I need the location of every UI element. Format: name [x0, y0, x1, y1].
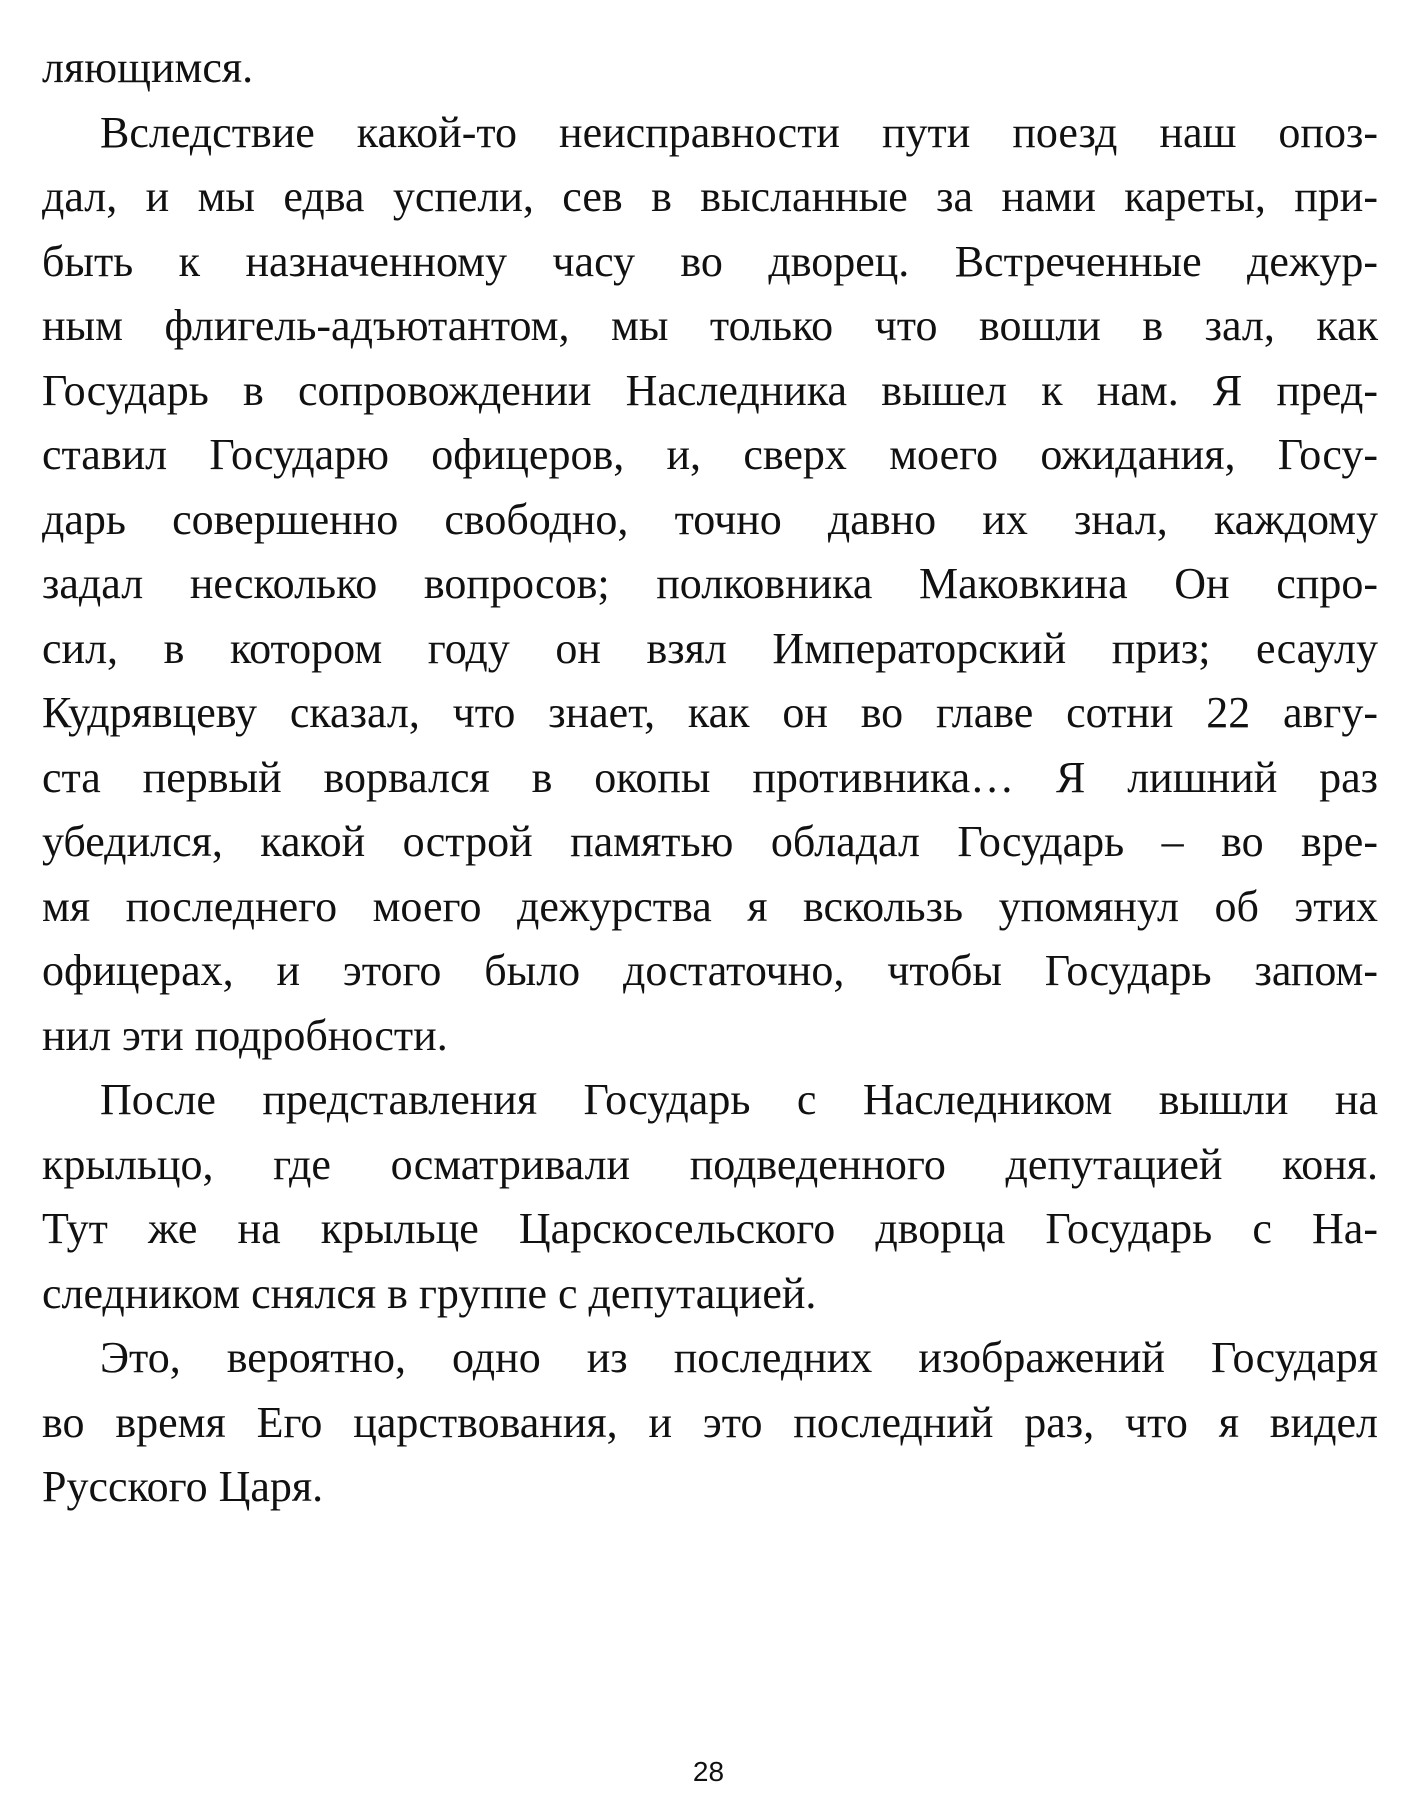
text-line: быть к назначенному часу во дворец. Встреченные дежур-: [42, 236, 1378, 286]
text-line: мя последнего моего дежурства я вскользь упомянул об этих: [42, 881, 1378, 931]
text-line: задал несколько вопросов; полковника Маковкина Он спро-: [42, 559, 1378, 608]
paragraph-continuation: [42, 36, 1378, 101]
text-line: во время Его царствования, и это последний раз, что я видел: [42, 1397, 1378, 1447]
text-line: Вследствие какой-то неисправности пути поезд наш опоз-: [100, 107, 1378, 157]
text-line: дал, и мы едва успели, сев в высланные за нами кареты, при-: [42, 172, 1378, 221]
text-line: крыльцо, где осматривали подведенного депутацией коня.: [42, 1139, 1378, 1189]
text-line: Государь в сопровождении Наследника вышел к нам. Я пред-: [42, 365, 1378, 415]
text-line: Тут же на крыльце Царскосельского дворца Государь с На-: [42, 1204, 1378, 1253]
paragraph-porch: [42, 1068, 1378, 1326]
text-line: ста первый ворвался в окопы противника… Я лишний раз: [42, 752, 1378, 802]
text-line: офицерах, и этого было достаточно, чтобы Государь запом-: [42, 946, 1378, 995]
text-line: Это, вероятно, одно из последних изображений Государя: [100, 1333, 1378, 1382]
text-line: Русского Царя.: [42, 1462, 324, 1511]
text-line: После представления Государь с Наследником вышли на: [100, 1075, 1378, 1124]
text-line: дарь совершенно свободно, точно давно их знал, каждому: [42, 494, 1378, 544]
text-line: ным флигель-адъютантом, мы только что вошли в зал, как: [42, 301, 1378, 350]
text-line: ставил Государю офицеров, и, сверх моего ожидания, Госу-: [42, 430, 1378, 479]
text-line: ляющимся.: [42, 43, 254, 92]
paragraph-last-image: [42, 1326, 1378, 1520]
text-line: Кудрявцеву сказал, что знает, как он во главе сотни 22 авгу-: [42, 688, 1378, 737]
text-line: убедился, какой острой памятью обладал Государь – во вре-: [42, 817, 1378, 866]
paragraph-arrival: [42, 101, 1378, 1069]
text-line: сил, в котором году он взял Императорский приз; есаулу: [42, 623, 1378, 673]
text-line: следником снялся в группе с депутацией.: [42, 1268, 817, 1318]
body-text: [42, 36, 1378, 1520]
text-line: нил эти подробности.: [42, 1010, 448, 1060]
page-number: 28: [692, 1756, 725, 1787]
